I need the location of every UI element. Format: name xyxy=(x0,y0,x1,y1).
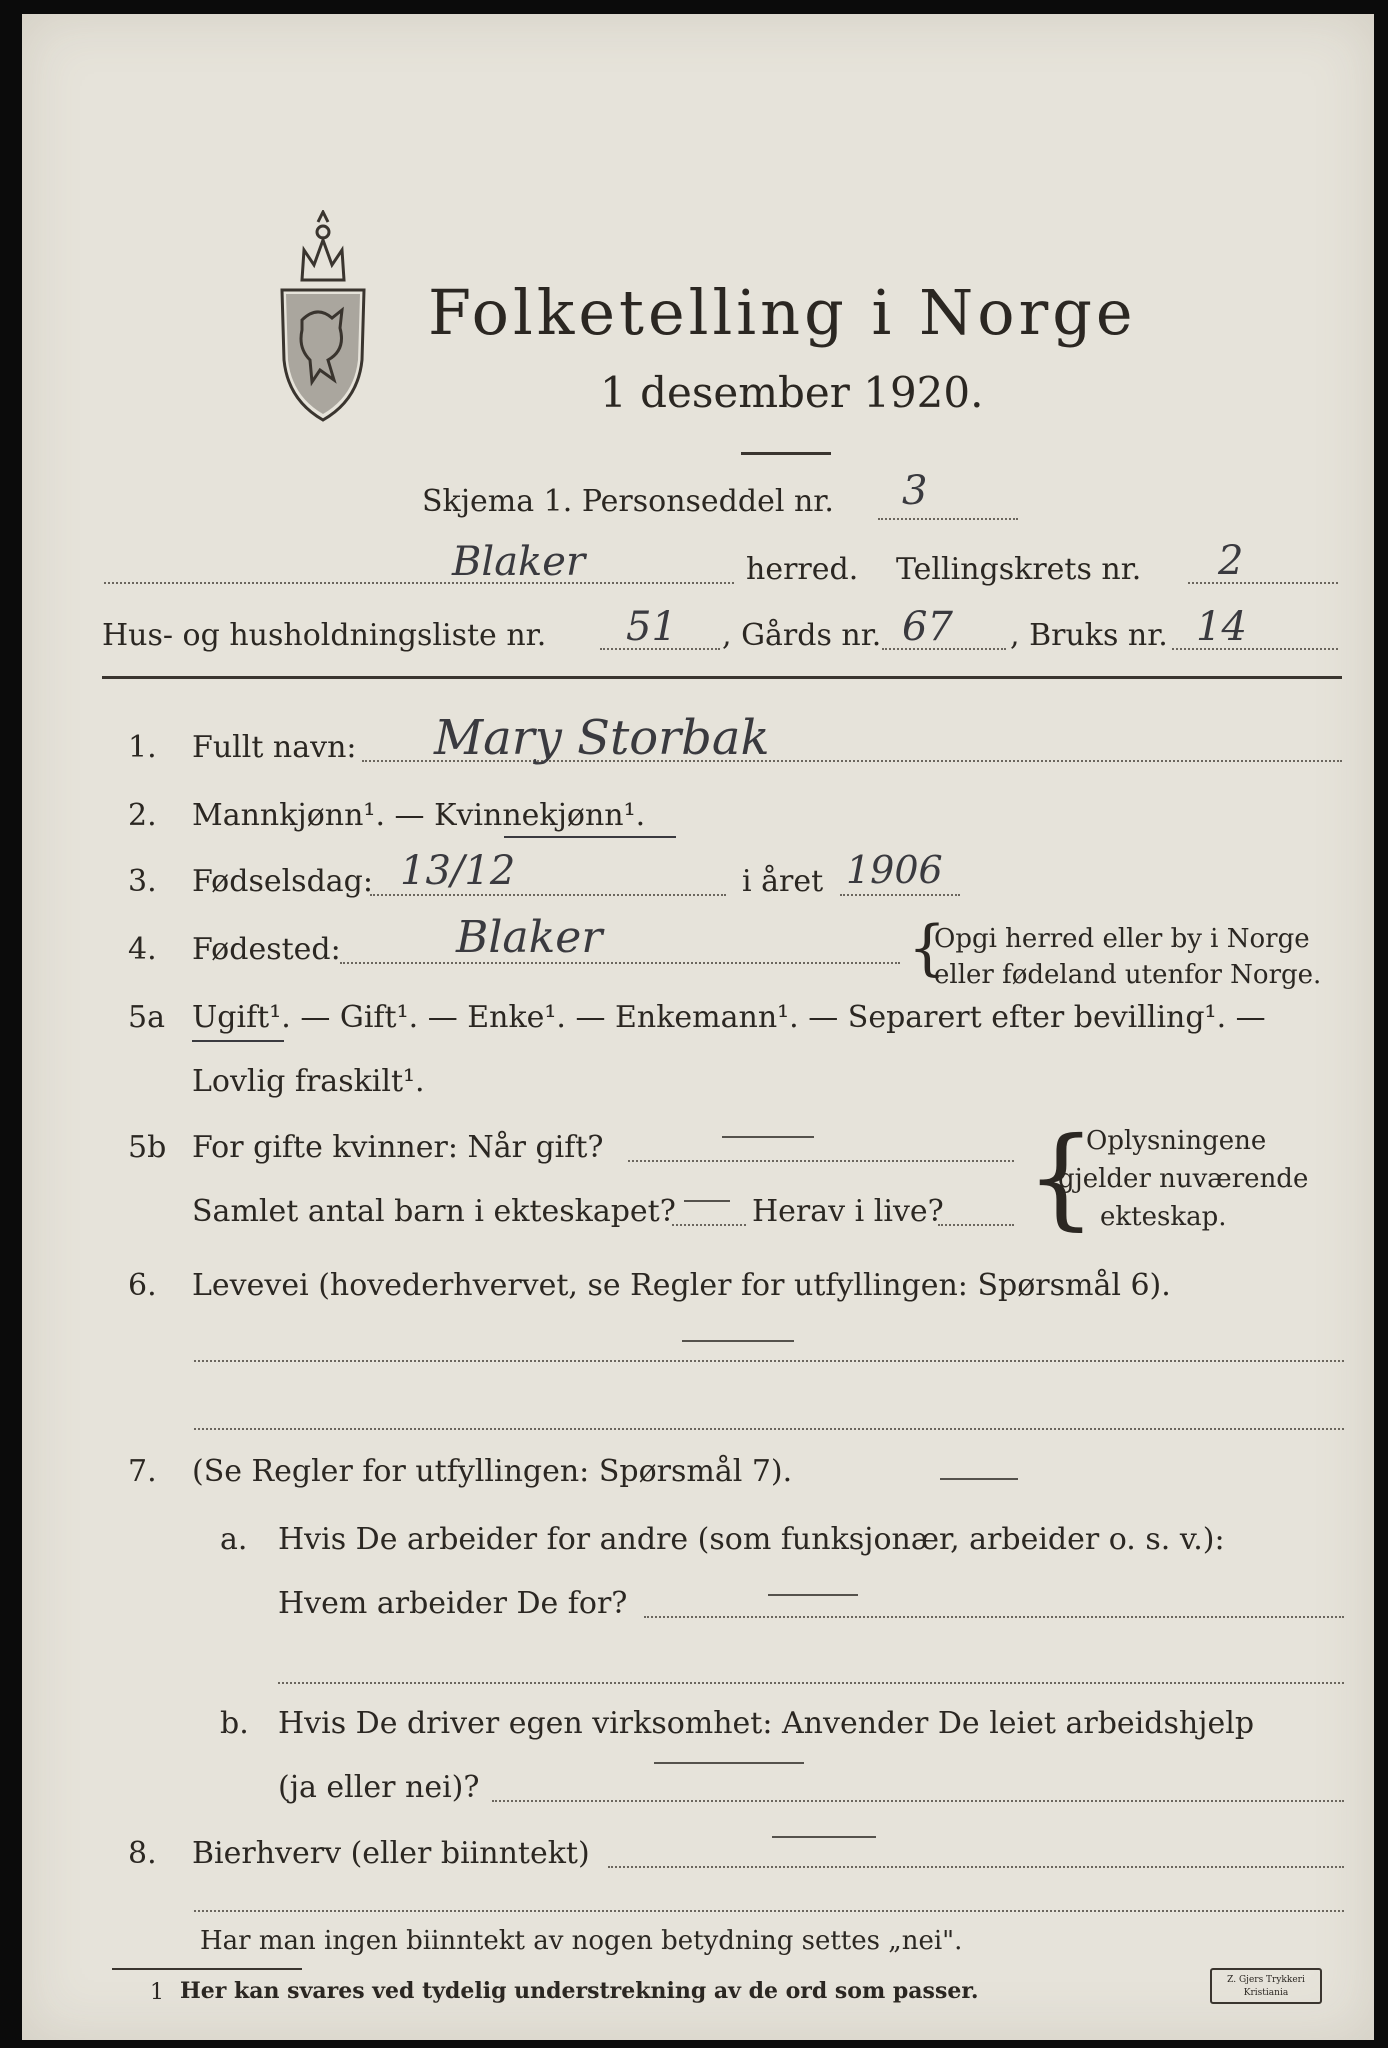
q7a-letter: a. xyxy=(220,1522,248,1557)
q4-number: 4. xyxy=(128,932,157,967)
herred-line xyxy=(104,582,734,584)
q6-line-1 xyxy=(194,1360,1344,1362)
q7b-letter: b. xyxy=(220,1706,249,1741)
q7b-text-2: (ja eller nei)? xyxy=(278,1770,480,1805)
q5b-text-2b: Herav i live? xyxy=(752,1194,944,1229)
q5b-text-1: For gifte kvinner: Når gift? xyxy=(192,1130,604,1165)
q5b-note-1: Oplysningene xyxy=(1086,1126,1267,1156)
q5b-brace: { xyxy=(1026,1113,1096,1241)
q7-dash xyxy=(940,1478,1018,1480)
q5b-gift-line xyxy=(628,1160,1014,1162)
q8-text: Bierhverv (eller biinntekt) xyxy=(192,1836,590,1871)
q5b-live-line xyxy=(938,1224,1014,1226)
q8-note: Har man ingen biinntekt av nogen betydning settes „nei". xyxy=(200,1926,963,1956)
q2-number: 2. xyxy=(128,798,157,833)
q2-underline xyxy=(504,836,676,838)
q4-line xyxy=(340,962,900,964)
q5b-barn-dash xyxy=(684,1200,730,1202)
form-date: 1 desember 1920. xyxy=(600,368,984,417)
gards-label: , Gårds nr. xyxy=(722,618,882,653)
header-divider xyxy=(102,676,1342,679)
q7-text: (Se Regler for utfyllingen: Spørsmål 7). xyxy=(192,1454,793,1489)
q3-year-line xyxy=(840,894,960,896)
census-form xyxy=(22,14,1374,2040)
q5b-number: 5b xyxy=(128,1130,167,1165)
q7a-line-2 xyxy=(278,1682,1344,1684)
q4-value: Blaker xyxy=(456,912,603,963)
q3-value: 13/12 xyxy=(400,848,516,894)
q6-line-2 xyxy=(194,1428,1344,1430)
q8-line-1 xyxy=(608,1866,1344,1868)
coat-of-arms-icon xyxy=(262,210,384,424)
footnote-mark: 1 xyxy=(150,1980,164,2005)
q5b-note-3: ekteskap. xyxy=(1100,1202,1227,1232)
q4-label: Fødested: xyxy=(192,932,341,967)
gards-value: 67 xyxy=(902,604,953,650)
q3-year-value: 1906 xyxy=(846,848,943,892)
tellingskrets-label: Tellingskrets nr. xyxy=(896,552,1142,587)
q4-brace: { xyxy=(908,913,947,983)
q7a-text-2: Hvem arbeider De for? xyxy=(278,1586,628,1621)
q5a-text-2: Lovlig fraskilt¹. xyxy=(192,1064,425,1099)
q7b-text-1: Hvis De driver egen virksomhet: Anvender De leiet arbeidshjelp xyxy=(278,1706,1255,1741)
bruks-value: 14 xyxy=(1196,604,1247,650)
herred-label: herred. xyxy=(746,552,859,587)
q5b-gift-dash xyxy=(722,1136,814,1138)
q1-value: Mary Storbak xyxy=(434,710,770,766)
q5b-note-2: gjelder nuværende xyxy=(1058,1164,1309,1194)
q7b-dash xyxy=(654,1762,804,1764)
q5b-text-2a: Samlet antal barn i ekteskapet? xyxy=(192,1194,676,1229)
q3-label: Fødselsdag: xyxy=(192,864,373,899)
q7-number: 7. xyxy=(128,1454,157,1489)
footnote-divider xyxy=(112,1968,302,1970)
personseddel-line xyxy=(878,518,1018,520)
q5a-underline xyxy=(192,1040,284,1042)
q8-number: 8. xyxy=(128,1836,157,1871)
form-title: Folketelling i Norge xyxy=(428,276,1137,349)
hus-value: 51 xyxy=(626,604,677,650)
q5a-text-1: Ugift¹. — Gift¹. — Enke¹. — Enkemann¹. — Separert efter bevilling¹. — xyxy=(192,1000,1266,1035)
q2-text: Mannkjønn¹. — Kvinnekjønn¹. xyxy=(192,798,646,833)
tellingskrets-line xyxy=(1188,582,1338,584)
tellingskrets-value: 2 xyxy=(1218,538,1244,584)
q7a-line-1 xyxy=(644,1616,1344,1618)
q6-number: 6. xyxy=(128,1268,157,1303)
q7a-text-1: Hvis De arbeider for andre (som funksjonær, arbeider o. s. v.): xyxy=(278,1522,1225,1557)
q6-dash xyxy=(682,1340,794,1342)
q3-line xyxy=(370,894,726,896)
stamp-line-1: Z. Gjers Trykkeri xyxy=(1227,1975,1305,1985)
q5a-number: 5a xyxy=(128,1000,165,1035)
q1-label: Fullt navn: xyxy=(192,730,357,765)
q7a-dash xyxy=(768,1594,858,1596)
q3-year-label: i året xyxy=(742,864,824,899)
herred-value: Blaker xyxy=(452,539,586,585)
title-divider xyxy=(741,452,831,455)
personseddel-value: 3 xyxy=(902,468,928,514)
q4-note-2: eller fødeland utenfor Norge. xyxy=(934,960,1322,990)
q4-note-1: Opgi herred eller by i Norge xyxy=(934,924,1310,954)
q5b-barn-line xyxy=(672,1224,746,1226)
q8-dash xyxy=(772,1836,876,1838)
q8-line-2 xyxy=(194,1910,1344,1912)
printer-stamp xyxy=(1210,1968,1322,2004)
q7b-line xyxy=(492,1800,1344,1802)
bruks-label: , Bruks nr. xyxy=(1010,618,1168,653)
q3-number: 3. xyxy=(128,864,157,899)
stamp-line-2: Kristiania xyxy=(1243,1988,1289,1998)
q1-number: 1. xyxy=(128,730,157,765)
footnote-text: Her kan svares ved tydelig understrekning av de ord som passer. xyxy=(180,1978,979,2004)
hus-label: Hus- og husholdningsliste nr. xyxy=(102,618,547,653)
q6-text: Levevei (hovederhvervet, se Regler for utfyllingen: Spørsmål 6). xyxy=(192,1268,1171,1303)
skjema-label: Skjema 1. Personseddel nr. xyxy=(422,484,834,519)
